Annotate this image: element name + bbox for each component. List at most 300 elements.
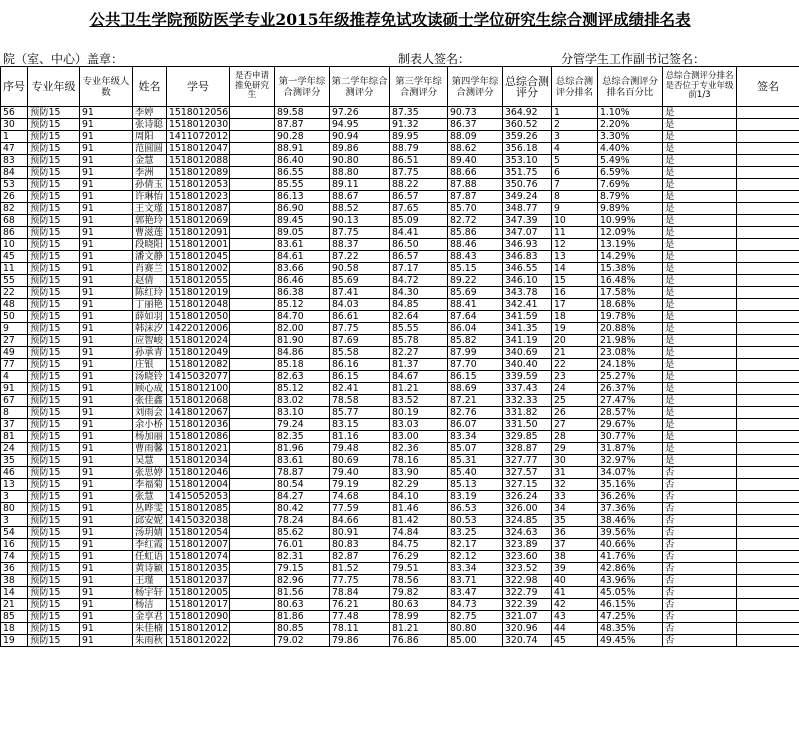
cell-year2: 87.22	[330, 251, 390, 263]
cell-student-id: 1518012007	[167, 539, 230, 551]
cell-index: 81	[1, 431, 28, 443]
cell-rank-percent: 26.37%	[598, 383, 663, 395]
cell-applied	[230, 287, 275, 299]
cell-total: 327.77	[503, 455, 552, 467]
cell-signature	[737, 455, 799, 467]
cell-class-size: 91	[80, 203, 133, 215]
table-row	[1, 383, 799, 395]
cell-index: 74	[1, 551, 28, 563]
cell-year1: 83.66	[275, 263, 330, 275]
cell-year2: 82.87	[330, 551, 390, 563]
cell-rank: 13	[552, 251, 598, 263]
cell-rank: 6	[552, 167, 598, 179]
cell-total: 323.60	[503, 551, 552, 563]
cell-year3: 84.30	[390, 287, 448, 299]
cell-applied	[230, 155, 275, 167]
cell-rank: 41	[552, 587, 598, 599]
cell-year1: 79.02	[275, 635, 330, 647]
cell-signature	[737, 335, 799, 347]
cell-student-id: 1518012050	[167, 311, 230, 323]
cell-major-grade: 预防15	[28, 443, 80, 455]
cell-rank-percent: 10.99%	[598, 215, 663, 227]
cell-total: 329.85	[503, 431, 552, 443]
cell-year1: 81.90	[275, 335, 330, 347]
cell-year3: 79.51	[390, 563, 448, 575]
cell-rank: 23	[552, 371, 598, 383]
cell-index: 30	[1, 119, 28, 131]
cell-class-size: 91	[80, 191, 133, 203]
cell-year3: 80.63	[390, 599, 448, 611]
cell-rank: 19	[552, 323, 598, 335]
cell-signature	[737, 407, 799, 419]
cell-top-third: 否	[663, 539, 737, 551]
cell-name: 应智峻	[133, 335, 167, 347]
cell-rank: 4	[552, 143, 598, 155]
cell-student-id: 1518012048	[167, 299, 230, 311]
cell-year4: 86.15	[448, 371, 503, 383]
cell-total: 340.69	[503, 347, 552, 359]
cell-applied	[230, 563, 275, 575]
cell-year4: 88.66	[448, 167, 503, 179]
cell-class-size: 91	[80, 287, 133, 299]
cell-class-size: 91	[80, 479, 133, 491]
cell-student-id: 1518012056	[167, 107, 230, 119]
cell-major-grade: 预防15	[28, 167, 80, 179]
cell-top-third: 否	[663, 491, 737, 503]
cell-top-third: 是	[663, 227, 737, 239]
cell-year4: 85.69	[448, 287, 503, 299]
cell-year4: 83.19	[448, 491, 503, 503]
cell-total: 326.24	[503, 491, 552, 503]
cell-top-third: 是	[663, 395, 737, 407]
cell-applied	[230, 239, 275, 251]
cell-rank: 8	[552, 191, 598, 203]
cell-rank-percent: 21.98%	[598, 335, 663, 347]
cell-class-size: 91	[80, 131, 133, 143]
cell-name: 邱安妮	[133, 515, 167, 527]
cell-major-grade: 预防15	[28, 467, 80, 479]
cell-name: 许琳怡	[133, 191, 167, 203]
cell-index: 35	[1, 455, 28, 467]
cell-index: 46	[1, 467, 28, 479]
table-row	[1, 479, 799, 491]
cell-year2: 87.41	[330, 287, 390, 299]
cell-rank-percent: 43.96%	[598, 575, 663, 587]
cell-major-grade: 预防15	[28, 539, 80, 551]
cell-year2: 86.15	[330, 371, 390, 383]
cell-signature	[737, 443, 799, 455]
cell-class-size: 91	[80, 383, 133, 395]
cell-index: 27	[1, 335, 28, 347]
cell-rank-percent: 2.20%	[598, 119, 663, 131]
cell-name: 李洲	[133, 167, 167, 179]
cell-student-id: 1518012089	[167, 167, 230, 179]
table-row	[1, 179, 799, 191]
cell-index: 9	[1, 323, 28, 335]
cell-class-size: 91	[80, 167, 133, 179]
cell-total: 351.75	[503, 167, 552, 179]
cell-student-id: 1518012086	[167, 431, 230, 443]
cell-name: 吴慧	[133, 455, 167, 467]
header-cell-index: 序号	[1, 67, 28, 107]
cell-rank: 27	[552, 419, 598, 431]
cell-year4: 86.04	[448, 323, 503, 335]
cell-year1: 86.38	[275, 287, 330, 299]
cell-total: 359.26	[503, 131, 552, 143]
cell-total: 321.07	[503, 611, 552, 623]
cell-top-third: 否	[663, 575, 737, 587]
cell-name: 王瑾	[133, 575, 167, 587]
cell-year4: 88.69	[448, 383, 503, 395]
cell-major-grade: 预防15	[28, 239, 80, 251]
cell-signature	[737, 203, 799, 215]
cell-year2: 97.26	[330, 107, 390, 119]
cell-student-id: 1518012037	[167, 575, 230, 587]
cell-rank-percent: 30.77%	[598, 431, 663, 443]
cell-class-size: 91	[80, 467, 133, 479]
cell-year1: 89.05	[275, 227, 330, 239]
cell-name: 顾心成	[133, 383, 167, 395]
cell-student-id: 1518012068	[167, 395, 230, 407]
cell-year4: 89.22	[448, 275, 503, 287]
cell-rank-percent: 12.09%	[598, 227, 663, 239]
cell-class-size: 91	[80, 443, 133, 455]
cell-class-size: 91	[80, 347, 133, 359]
cell-student-id: 1415032038	[167, 515, 230, 527]
cell-student-id: 1518012002	[167, 263, 230, 275]
cell-signature	[737, 539, 799, 551]
cell-index: 83	[1, 155, 28, 167]
cell-student-id: 1518012047	[167, 143, 230, 155]
cell-top-third: 否	[663, 551, 737, 563]
cell-year1: 80.63	[275, 599, 330, 611]
cell-major-grade: 预防15	[28, 635, 80, 647]
cell-signature	[737, 227, 799, 239]
cell-name: 任虹语	[133, 551, 167, 563]
cell-applied	[230, 227, 275, 239]
cell-student-id: 1518012012	[167, 623, 230, 635]
cell-name: 孙倩玉	[133, 179, 167, 191]
cell-year4: 83.71	[448, 575, 503, 587]
cell-class-size: 91	[80, 311, 133, 323]
cell-year2: 78.11	[330, 623, 390, 635]
cell-index: 1	[1, 131, 28, 143]
cell-name: 汤晓铃	[133, 371, 167, 383]
cell-index: 13	[1, 479, 28, 491]
cell-year2: 77.75	[330, 575, 390, 587]
cell-rank-percent: 5.49%	[598, 155, 663, 167]
cell-year4: 86.07	[448, 419, 503, 431]
cell-student-id: 1518012053	[167, 179, 230, 191]
cell-rank-percent: 16.48%	[598, 275, 663, 287]
cell-major-grade: 预防15	[28, 119, 80, 131]
cell-signature	[737, 431, 799, 443]
cell-rank-percent: 46.15%	[598, 599, 663, 611]
cell-total: 331.82	[503, 407, 552, 419]
cell-rank: 22	[552, 359, 598, 371]
table-row	[1, 611, 799, 623]
cell-signature	[737, 395, 799, 407]
department-seal-label: 院（室、中心）盖章：	[3, 52, 124, 66]
cell-year1: 83.61	[275, 239, 330, 251]
cell-year1: 86.46	[275, 275, 330, 287]
cell-student-id: 1518012049	[167, 347, 230, 359]
cell-major-grade: 预防15	[28, 431, 80, 443]
header-cell-top-third: 总综合测评分排名是否位于专业年级前1/3	[663, 67, 737, 107]
cell-major-grade: 预防15	[28, 419, 80, 431]
cell-year2: 88.37	[330, 239, 390, 251]
cell-year3: 88.22	[390, 179, 448, 191]
cell-year1: 87.87	[275, 119, 330, 131]
cell-year4: 85.00	[448, 635, 503, 647]
cell-year3: 81.37	[390, 359, 448, 371]
cell-year1: 79.15	[275, 563, 330, 575]
cell-signature	[737, 239, 799, 251]
cell-major-grade: 预防15	[28, 323, 80, 335]
table-row	[1, 143, 799, 155]
table-row	[1, 599, 799, 611]
cell-applied	[230, 515, 275, 527]
cell-name: 潘文静	[133, 251, 167, 263]
cell-year2: 84.03	[330, 299, 390, 311]
cell-rank-percent: 35.16%	[598, 479, 663, 491]
cell-class-size: 91	[80, 359, 133, 371]
cell-applied	[230, 539, 275, 551]
cell-class-size: 91	[80, 215, 133, 227]
cell-applied	[230, 275, 275, 287]
cell-top-third: 是	[663, 431, 737, 443]
cell-year2: 90.94	[330, 131, 390, 143]
cell-class-size: 91	[80, 635, 133, 647]
cell-index: 21	[1, 599, 28, 611]
cell-index: 18	[1, 623, 28, 635]
table-row	[1, 311, 799, 323]
cell-major-grade: 预防15	[28, 395, 80, 407]
cell-student-id: 1518012030	[167, 119, 230, 131]
cell-year3: 87.17	[390, 263, 448, 275]
cell-year2: 77.48	[330, 611, 390, 623]
cell-rank: 39	[552, 563, 598, 575]
cell-top-third: 否	[663, 635, 737, 647]
cell-student-id: 1518012074	[167, 551, 230, 563]
cell-signature	[737, 275, 799, 287]
cell-rank-percent: 19.78%	[598, 311, 663, 323]
cell-name: 朱佳楠	[133, 623, 167, 635]
cell-rank: 32	[552, 479, 598, 491]
cell-rank: 2	[552, 119, 598, 131]
cell-applied	[230, 251, 275, 263]
cell-applied	[230, 527, 275, 539]
cell-year1: 81.56	[275, 587, 330, 599]
cell-major-grade: 预防15	[28, 491, 80, 503]
cell-year2: 90.80	[330, 155, 390, 167]
cell-applied	[230, 491, 275, 503]
cell-year2: 87.69	[330, 335, 390, 347]
cell-year1: 84.70	[275, 311, 330, 323]
cell-class-size: 91	[80, 575, 133, 587]
cell-class-size: 91	[80, 491, 133, 503]
cell-applied	[230, 191, 275, 203]
cell-rank: 20	[552, 335, 598, 347]
cell-year4: 89.40	[448, 155, 503, 167]
cell-student-id: 1518012023	[167, 191, 230, 203]
cell-index: 68	[1, 215, 28, 227]
cell-year4: 88.09	[448, 131, 503, 143]
cell-name: 刘雨会	[133, 407, 167, 419]
cell-class-size: 91	[80, 107, 133, 119]
cell-index: 54	[1, 527, 28, 539]
cell-year4: 87.70	[448, 359, 503, 371]
cell-rank-percent: 13.19%	[598, 239, 663, 251]
cell-major-grade: 预防15	[28, 311, 80, 323]
cell-applied	[230, 119, 275, 131]
cell-year4: 86.53	[448, 503, 503, 515]
cell-top-third: 否	[663, 503, 737, 515]
cell-rank: 16	[552, 287, 598, 299]
cell-signature	[737, 587, 799, 599]
cell-year2: 90.58	[330, 263, 390, 275]
cell-major-grade: 预防15	[28, 623, 80, 635]
cell-index: 14	[1, 587, 28, 599]
table-row	[1, 131, 799, 143]
cell-year2: 89.86	[330, 143, 390, 155]
cell-total: 346.93	[503, 239, 552, 251]
cell-rank: 40	[552, 575, 598, 587]
cell-name: 李福菊	[133, 479, 167, 491]
cell-year1: 89.45	[275, 215, 330, 227]
cell-year2: 88.52	[330, 203, 390, 215]
cell-major-grade: 预防15	[28, 335, 80, 347]
cell-year2: 78.84	[330, 587, 390, 599]
cell-signature	[737, 131, 799, 143]
cell-total: 337.43	[503, 383, 552, 395]
cell-year1: 79.24	[275, 419, 330, 431]
cell-year2: 88.67	[330, 191, 390, 203]
cell-year2: 76.21	[330, 599, 390, 611]
cell-name: 韩沫汐	[133, 323, 167, 335]
cell-student-id: 1518012034	[167, 455, 230, 467]
cell-rank-percent: 14.29%	[598, 251, 663, 263]
cell-student-id: 1518012004	[167, 479, 230, 491]
cell-rank: 38	[552, 551, 598, 563]
cell-applied	[230, 359, 275, 371]
cell-year1: 88.91	[275, 143, 330, 155]
cell-index: 3	[1, 491, 28, 503]
cell-signature	[737, 263, 799, 275]
cell-top-third: 否	[663, 587, 737, 599]
cell-total: 340.40	[503, 359, 552, 371]
cell-applied	[230, 179, 275, 191]
cell-total: 349.24	[503, 191, 552, 203]
cell-student-id: 1518012035	[167, 563, 230, 575]
cell-year3: 84.41	[390, 227, 448, 239]
cell-top-third: 是	[663, 383, 737, 395]
cell-index: 10	[1, 239, 28, 251]
cell-top-third: 是	[663, 203, 737, 215]
cell-signature	[737, 419, 799, 431]
cell-year3: 87.65	[390, 203, 448, 215]
cell-applied	[230, 167, 275, 179]
table-row	[1, 467, 799, 479]
cell-applied	[230, 503, 275, 515]
cell-major-grade: 预防15	[28, 347, 80, 359]
cell-applied	[230, 131, 275, 143]
table-row	[1, 191, 799, 203]
header-cell-total: 总综合测评分	[503, 67, 552, 107]
cell-top-third: 是	[663, 287, 737, 299]
cell-index: 56	[1, 107, 28, 119]
cell-total: 322.79	[503, 587, 552, 599]
cell-total: 322.39	[503, 599, 552, 611]
cell-applied	[230, 215, 275, 227]
cell-student-id: 1415052053	[167, 491, 230, 503]
cell-class-size: 91	[80, 251, 133, 263]
cell-rank-percent: 31.87%	[598, 443, 663, 455]
cell-year4: 88.41	[448, 299, 503, 311]
cell-total: 320.74	[503, 635, 552, 647]
cell-signature	[737, 479, 799, 491]
cell-top-third: 是	[663, 335, 737, 347]
cell-total: 342.41	[503, 299, 552, 311]
cell-total: 324.85	[503, 515, 552, 527]
cell-total: 346.10	[503, 275, 552, 287]
cell-name: 金享君	[133, 611, 167, 623]
cell-year1: 78.24	[275, 515, 330, 527]
cell-student-id: 1518012024	[167, 335, 230, 347]
cell-major-grade: 预防15	[28, 455, 80, 467]
cell-top-third: 是	[663, 251, 737, 263]
cell-student-id: 1518012069	[167, 215, 230, 227]
cell-rank-percent: 6.59%	[598, 167, 663, 179]
cell-index: 80	[1, 503, 28, 515]
header-cell-name: 姓名	[133, 67, 167, 107]
cell-year4: 85.40	[448, 467, 503, 479]
cell-top-third: 是	[663, 371, 737, 383]
header-cell-year3: 第三学年综合测评分	[390, 67, 448, 107]
table-row	[1, 347, 799, 359]
cell-signature	[737, 359, 799, 371]
header-cell-major-grade: 专业年级	[28, 67, 80, 107]
cell-rank: 31	[552, 467, 598, 479]
cell-year4: 85.31	[448, 455, 503, 467]
cell-year1: 84.61	[275, 251, 330, 263]
cell-student-id: 1415032077	[167, 371, 230, 383]
cell-top-third: 是	[663, 443, 737, 455]
cell-year4: 83.25	[448, 527, 503, 539]
cell-major-grade: 预防15	[28, 155, 80, 167]
cell-rank: 1	[552, 107, 598, 119]
cell-year1: 86.40	[275, 155, 330, 167]
cell-year4: 82.75	[448, 611, 503, 623]
cell-name: 李婷	[133, 107, 167, 119]
cell-total: 327.57	[503, 467, 552, 479]
cell-year1: 83.10	[275, 407, 330, 419]
cell-applied	[230, 371, 275, 383]
cell-name: 郭艳玲	[133, 215, 167, 227]
table-row	[1, 395, 799, 407]
cell-top-third: 否	[663, 515, 737, 527]
cell-total: 346.55	[503, 263, 552, 275]
cell-year3: 81.21	[390, 623, 448, 635]
cell-applied	[230, 551, 275, 563]
cell-year2: 80.91	[330, 527, 390, 539]
cell-total: 343.78	[503, 287, 552, 299]
cell-top-third: 是	[663, 311, 737, 323]
cell-applied	[230, 311, 275, 323]
cell-applied	[230, 467, 275, 479]
cell-rank-percent: 32.97%	[598, 455, 663, 467]
cell-class-size: 91	[80, 431, 133, 443]
